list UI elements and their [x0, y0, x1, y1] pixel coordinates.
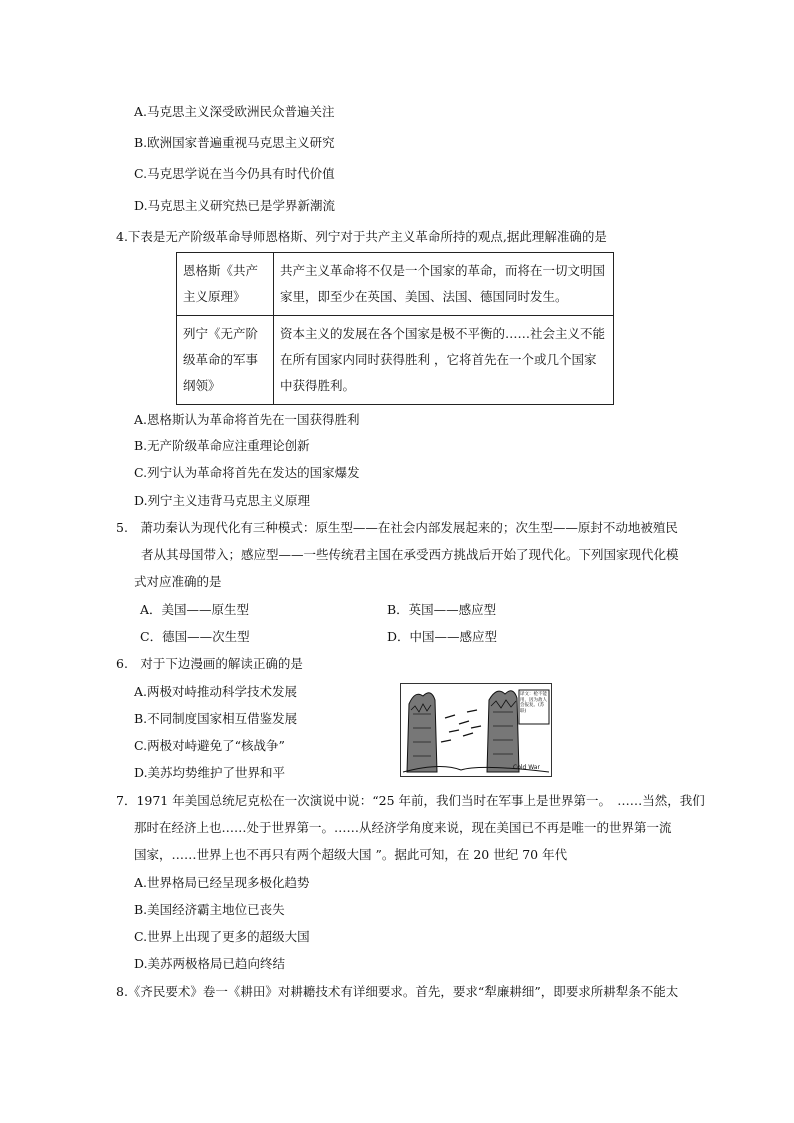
q5-stem-line2: 者从其母国带入；感应型——一些传统君主国在承受西方挑战后开始了现代化。下列国家现代化模	[141, 547, 679, 562]
table-row	[177, 316, 614, 405]
q7-option-c: C.世界上出现了更多的超级大国	[134, 929, 310, 944]
q7-option-b: B.美国经济霸主地位已丧失	[134, 902, 285, 917]
q7-stem-line2: 那时在经济上也……处于世界第一。……从经济学角度来说，现在美国已不再是唯一的世界第一流	[134, 820, 672, 835]
q5-stem-line3: 式对应准确的是	[134, 574, 222, 589]
q6-option-c: C.两极对峙避免了“核战争”	[134, 738, 285, 753]
cartoon-caption: 译文：枪不能用，因为敌人会报复。(苏联)	[520, 692, 547, 714]
table-row	[177, 253, 614, 316]
q4-option-d: D.列宁主义违背马克思主义原理	[134, 493, 311, 508]
table-cell-view: 共产主义革命将不仅是一个国家的革命，而将在一切文明国家里，即至少在英国、美国、法国、德国同时发生。	[274, 253, 614, 316]
q4-table	[176, 252, 614, 405]
q3-option-a: A.马克思主义深受欧洲民众普遍关注	[134, 104, 335, 119]
cold-war-cartoon	[400, 683, 552, 777]
q7-option-d: D.美苏两极格局已趋向终结	[134, 956, 286, 971]
table-cell-view: 资本主义的发展在各个国家是极不平衡的……社会主义不能在所有国家内同时获得胜利 ，它将首先在一个或几个国家中获得胜利。	[274, 316, 614, 405]
q4-option-a: A.恩格斯认为革命将首先在一国获得胜利	[134, 412, 360, 427]
q7-stem-line1: 7．1971 年美国总统尼克松在一次演说中说：“25 年前，我们当时在军事上是世界第一。 ……当然，我们	[116, 793, 705, 808]
q3-option-d: D.马克思主义研究热已是学界新潮流	[134, 198, 336, 213]
q5-option-d: D．中国——感应型	[387, 629, 498, 644]
q6-stem: 6. 对于下边漫画的解读正确的是	[116, 656, 303, 671]
q6-option-a: A.两极对峙推动科学技术发展	[134, 684, 298, 699]
q5-option-c: C．德国——次生型	[140, 629, 250, 644]
q3-option-b: B.欧洲国家普遍重视马克思主义研究	[134, 135, 335, 150]
q3-option-c: C.马克思学说在当今仍具有时代价值	[134, 166, 335, 181]
table-cell-source: 恩格斯《共产主义原理》	[177, 253, 274, 316]
q6-option-d: D.美苏均势维护了世界和平	[134, 765, 286, 780]
q4-option-b: B.无产阶级革命应注重理论创新	[134, 438, 310, 453]
q7-option-a: A.世界格局已经呈现多极化趋势	[134, 875, 310, 890]
q8-stem-line1: 8.《齐民要术》卷一《耕田》对耕耱技术有详细要求。首先，要求“犁廉耕细”，即要求所耕犁条不能太	[116, 984, 679, 999]
q7-stem-line3: 国家，……世界上也不再只有两个超级大国 ”。据此可知，在 20 世纪 70 年代	[134, 847, 568, 862]
table-cell-source: 列宁《无产阶级革命的军事纲领》	[177, 316, 274, 405]
q4-stem: 4.下表是无产阶级革命导师恩格斯、列宁对于共产主义革命所持的观点,据此理解准确的是	[116, 229, 607, 244]
q6-option-b: B.不同制度国家相互借鉴发展	[134, 711, 298, 726]
q5-option-b: B．英国——感应型	[387, 602, 497, 617]
q5-option-a: A．美国——原生型	[140, 602, 250, 617]
q5-stem-line1: 5. 萧功秦认为现代化有三种模式：原生型——在社会内部发展起来的；次生型——原封不动地被殖民	[116, 520, 678, 535]
cartoon-title: Cold War	[513, 764, 540, 771]
q4-option-c: C.列宁认为革命将首先在发达的国家爆发	[134, 465, 360, 480]
